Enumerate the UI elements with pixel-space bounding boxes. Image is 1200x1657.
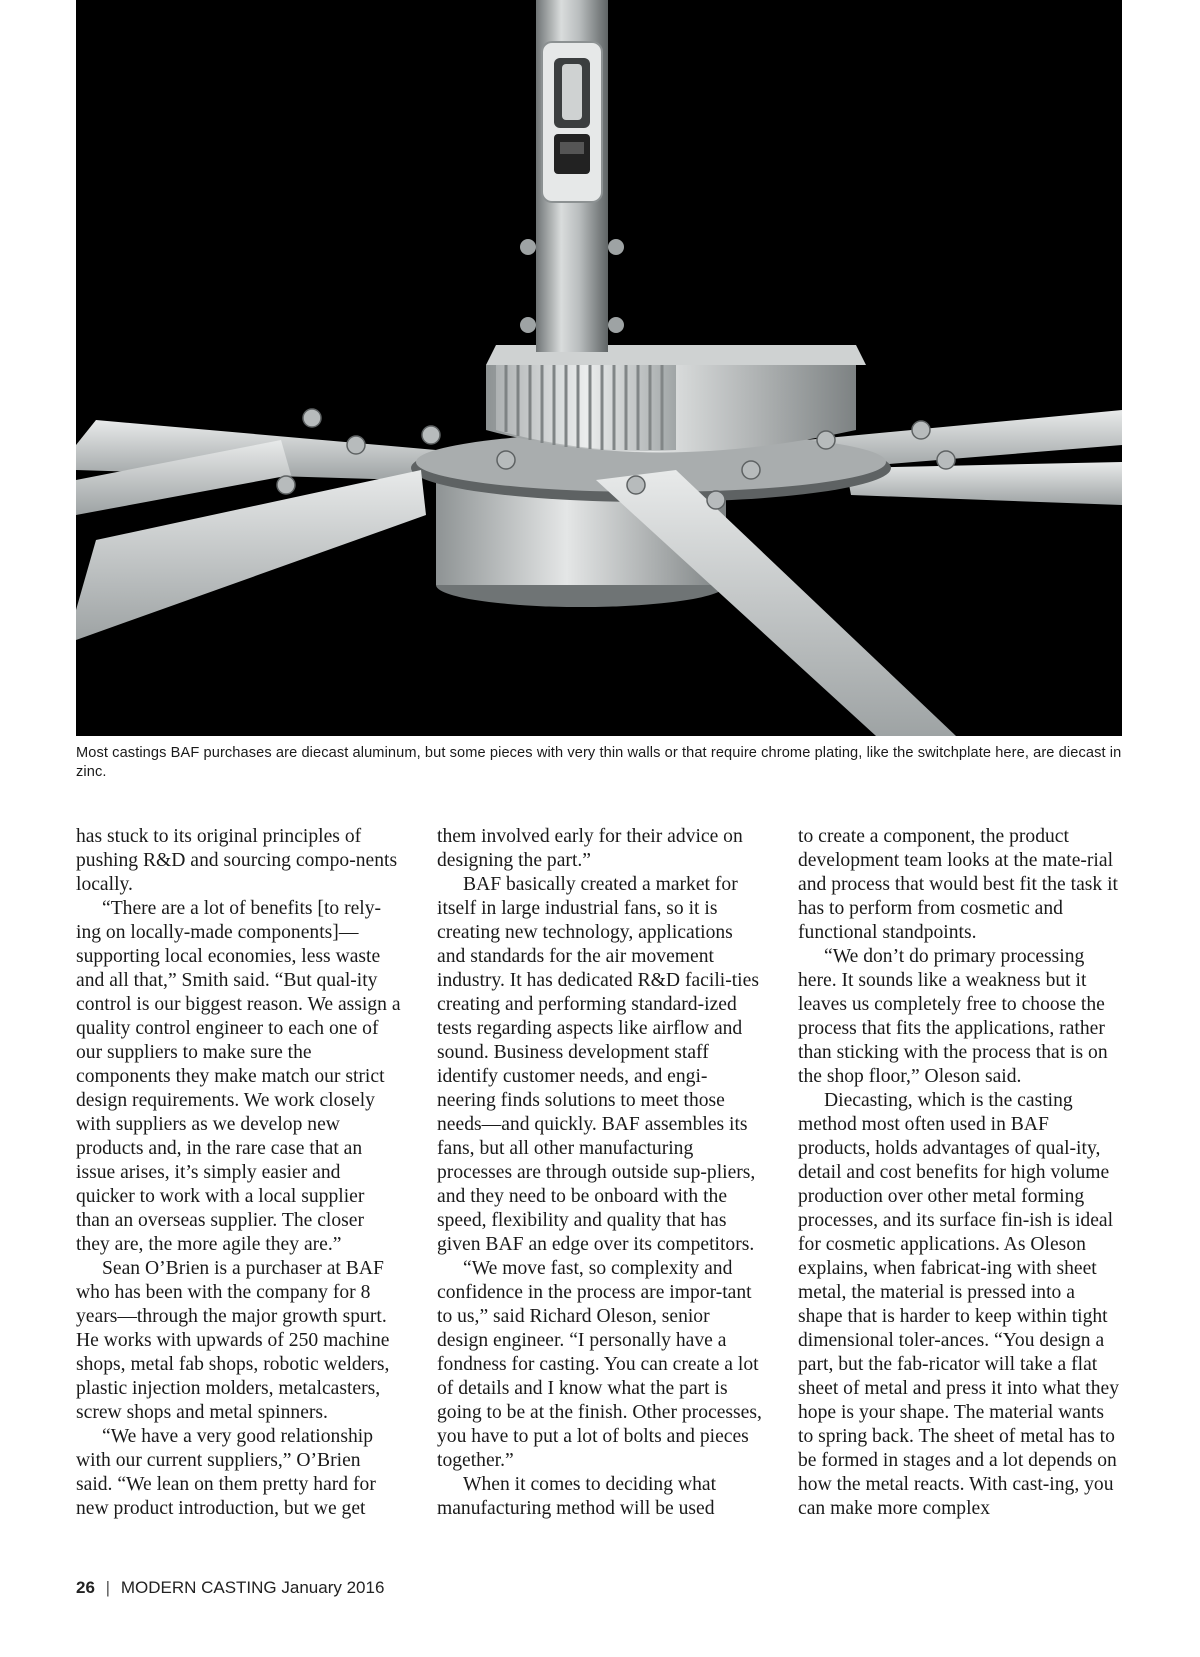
paragraph: to create a component, the product development team looks at the mate-rial and process that would best fit the task it has to perform from cosmetic and functional standpoints.	[798, 826, 1118, 943]
article-column-3	[798, 825, 1123, 1521]
fan-hub-photo	[76, 0, 1122, 736]
paragraph: them involved early for their advice on designing the part.”	[437, 826, 743, 871]
paragraph: has stuck to its original principles of pushing R&D and sourcing compo-nents locally.	[76, 826, 398, 895]
chrome-switchplate	[542, 42, 602, 202]
paragraph: Sean O’Brien is a purchaser at BAF who has been with the company for 8 years—through the major growth spurt. He works with upwards of 250 machine shops, metal fab shops, robotic welders, plastic injection molders, metalcasters, screw shops and metal spinners.	[76, 1258, 390, 1423]
article-column-1	[76, 825, 401, 1521]
paragraph: “We have a very good relationship with our current suppliers,” O’Brien said. “We lean on them pretty hard for new product introduction, but we get	[76, 1426, 376, 1519]
paragraph: BAF basically created a market for itself in large industrial fans, so it is creating new technology, applications and standards for the air movement industry. It has dedicated R&D facili-ties creating and performing standard-ized tests regarding aspects like airflow and sound. Business development staff identify customer needs, and engi-neering finds solutions to meet those needs—and quickly. BAF assembles its fans, but all other manufacturing processes are through outside sup-pliers, and they need to be onboard with the speed, flexibility and quality that has given BAF an edge over its competitors.	[437, 874, 759, 1255]
paragraph: “We don’t do primary processing here. It sounds like a weakness but it leaves us completely free to choose the process that fits the applications, rather than sticking with the process that is on the shop floor,” Oleson said.	[798, 946, 1108, 1087]
footer-separator: |	[105, 1578, 111, 1597]
publication-name: MODERN CASTING	[120, 1578, 277, 1597]
paragraph: Diecasting, which is the casting method most often used in BAF products, holds advantages of qual-ity, detail and cost benefits for high volume production over other metal forming processes, and its surface fin-ish is ideal for cosmetic applications. As Oleson explains, when fabricat-ing with sheet metal, the material is pressed into a shape that is harder to keep within tight dimensional toler-ances. “You design a part, but the fab-ricator will take a flat sheet of metal and press it into what they hope is your shape. The material wants to spring back. The sheet of metal has to be formed in stages and a lot depends on how the metal reacts. With cast-ing, you can make more complex	[798, 1090, 1120, 1519]
fan-hub-illustration	[76, 0, 1122, 736]
page-number: 26	[76, 1578, 95, 1597]
paragraph: “There are a lot of benefits [to rely-ing on locally-made components]—supporting local economies, less waste and all that,” Smith said. “But qual-ity control is our biggest reason. We assign a quality control engineer to each one of our suppliers to make sure the components they make match our strict design requirements. We work closely with suppliers as we develop new products and, in the rare case that an issue arises, it’s simply easier and quicker to work with a local supplier than an overseas supplier. The closer they are, the more agile they are.”	[76, 898, 401, 1255]
cooling-fins	[496, 350, 676, 451]
article-column-2	[437, 825, 762, 1521]
page-footer	[76, 1578, 384, 1598]
paragraph: “We move fast, so complexity and confidence in the process are impor-tant to us,” said Richard Oleson, senior design engineer. “I personally have a fondness for casting. You can create a lot of details and I know what the part is going to be at the finish. Other processes, you have to put a lot of bolts and pieces together.”	[437, 1258, 762, 1471]
photo-caption: Most castings BAF purchases are diecast aluminum, but some pieces with very thin walls or that require chrome plating, like the switchplate here, are diecast in zinc.	[76, 745, 1122, 780]
paragraph: When it comes to deciding what manufacturing method will be used	[437, 1474, 717, 1519]
issue-date: January 2016	[281, 1578, 385, 1597]
